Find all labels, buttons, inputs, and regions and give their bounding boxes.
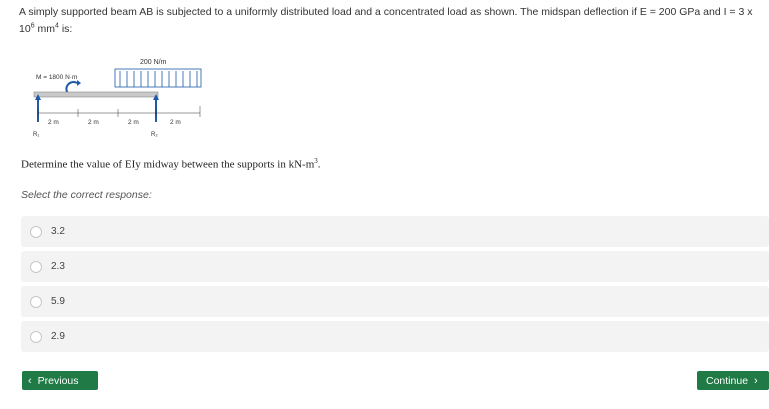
prompt-text: Determine the value of EIy midway between the supports in $kN-m^3$. xyxy=(21,157,321,171)
option-3[interactable] xyxy=(21,286,769,317)
span-label-3: 2 m xyxy=(128,119,139,126)
question-line-2: $10^6$ $mm^4$ is: xyxy=(19,22,73,35)
beam xyxy=(34,92,158,97)
beam-diagram xyxy=(28,50,213,150)
option-2[interactable] xyxy=(21,251,769,282)
r1-label: R₁ xyxy=(33,132,40,138)
moment-label: M = 1800 N·m xyxy=(36,74,78,81)
r2-label: R₂ xyxy=(151,132,158,138)
radio-icon[interactable] xyxy=(30,331,42,343)
continue-button[interactable] xyxy=(697,371,769,390)
span-label-4: 2 m xyxy=(170,119,181,126)
question-line-1: A simply supported beam AB is subjected to a uniformly distributed load and a concentrated load as shown. The midspan deflection if E = 200 GPa and I = 3 x xyxy=(19,6,753,18)
radio-icon[interactable] xyxy=(30,226,42,238)
option-label: 3.2 xyxy=(51,226,65,237)
option-label: 5.9 xyxy=(51,296,65,307)
previous-button[interactable] xyxy=(22,371,98,390)
radio-icon[interactable] xyxy=(30,261,42,273)
radio-icon[interactable] xyxy=(30,296,42,308)
span-label-2: 2 m xyxy=(88,119,99,126)
udl-arrows xyxy=(120,71,197,87)
udl-box xyxy=(115,69,201,87)
question-text xyxy=(19,5,769,36)
option-4[interactable] xyxy=(21,321,769,352)
option-label: 2.3 xyxy=(51,261,65,272)
span-label-1: 2 m xyxy=(48,119,59,126)
continue-label: Continue xyxy=(706,374,749,387)
udl-label: 200 N/m xyxy=(140,59,167,66)
chevron-right-icon: › xyxy=(754,374,758,387)
instruction-text: Select the correct response: xyxy=(21,189,152,201)
option-label: 2.9 xyxy=(51,331,65,342)
option-1[interactable] xyxy=(21,216,769,247)
previous-label: Previous xyxy=(37,374,79,387)
chevron-left-icon: ‹ xyxy=(28,374,32,387)
